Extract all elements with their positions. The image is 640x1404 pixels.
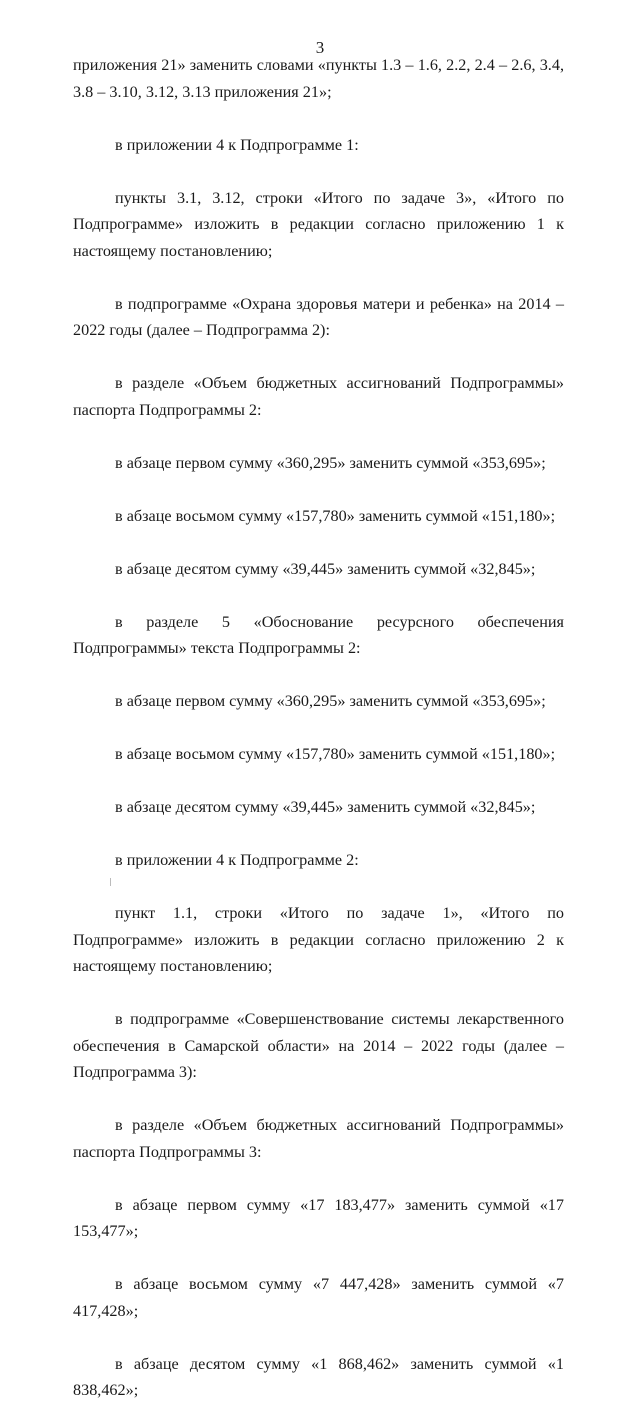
paragraph-8: в абзаце десятом сумму «39,445» заменить суммой «32,845»; [115, 559, 536, 578]
paragraph-6: в абзаце первом сумму «360,295» заменить суммой «353,695»; [115, 453, 546, 472]
paragraph-2: в приложении 4 к Подпрограмме 1: [115, 135, 359, 154]
paragraph-18: в абзаце восьмом сумму «7 447,428» заменить суммой «7 417,428»; [73, 1275, 564, 1320]
paragraph-9: в разделе 5 «Обоснование ресурсного обеспечения Подпрограммы» текста Подпрограммы 2: [73, 612, 564, 657]
paragraph-5: в разделе «Объем бюджетных ассигнований Подпрограммы» паспорта Подпрограммы 2: [73, 374, 564, 419]
paragraph-13: в приложении 4 к Подпрограмме 2: [115, 851, 359, 869]
paragraph-11: в абзаце восьмом сумму «157,780» заменить суммой «151,180»; [115, 745, 556, 763]
document-body [73, 52, 564, 1404]
paragraph-4: в подпрограмме «Охрана здоровья матери и ребенка» на 2014 – 2022 годы (далее – Подпрограмма 2): [73, 294, 564, 339]
paragraph-12: в абзаце десятом сумму «39,445» заменить суммой «32,845»; [115, 798, 536, 816]
paragraph-15: в подпрограмме «Совершенствование системы лекарственного обеспечения в Самарской области» на 2014 – 2022 годы (далее – Подпрограмма 3): [73, 1010, 564, 1081]
paragraph-1: приложения 21» заменить словами «пункты 1.3 – 1.6, 2.2, 2.4 – 2.6, 3.4, 3.8 – 3.10, 3.12, 3.13 приложения 21»; [73, 56, 564, 101]
paragraph-10: в абзаце первом сумму «360,295» заменить суммой «353,695»; [115, 692, 546, 710]
paragraph-16: в разделе «Объем бюджетных ассигнований Подпрограммы» паспорта Подпрограммы 3: [73, 1116, 564, 1161]
paragraph-19: в абзаце десятом сумму «1 868,462» заменить суммой «1 838,462»; [73, 1354, 564, 1399]
paragraph-3: пункты 3.1, 3.12, строки «Итого по задаче 3», «Итого по Подпрограмме» изложить в редакции согласно приложению 1 к настоящему постановлению; [73, 188, 564, 260]
page-number: 3 [315, 38, 325, 57]
paragraph-14: пункт 1.1, строки «Итого по задаче 1», «Итого по Подпрограмме» изложить в редакции согласно приложению 2 к настоящему постановлению; [73, 904, 564, 975]
paragraph-7: в абзаце восьмом сумму «157,780» заменить суммой «151,180»; [115, 506, 556, 525]
paragraph-17: в абзаце первом сумму «17 183,477» заменить суммой «17 153,477»; [73, 1195, 564, 1240]
scan-artifact [110, 878, 111, 886]
